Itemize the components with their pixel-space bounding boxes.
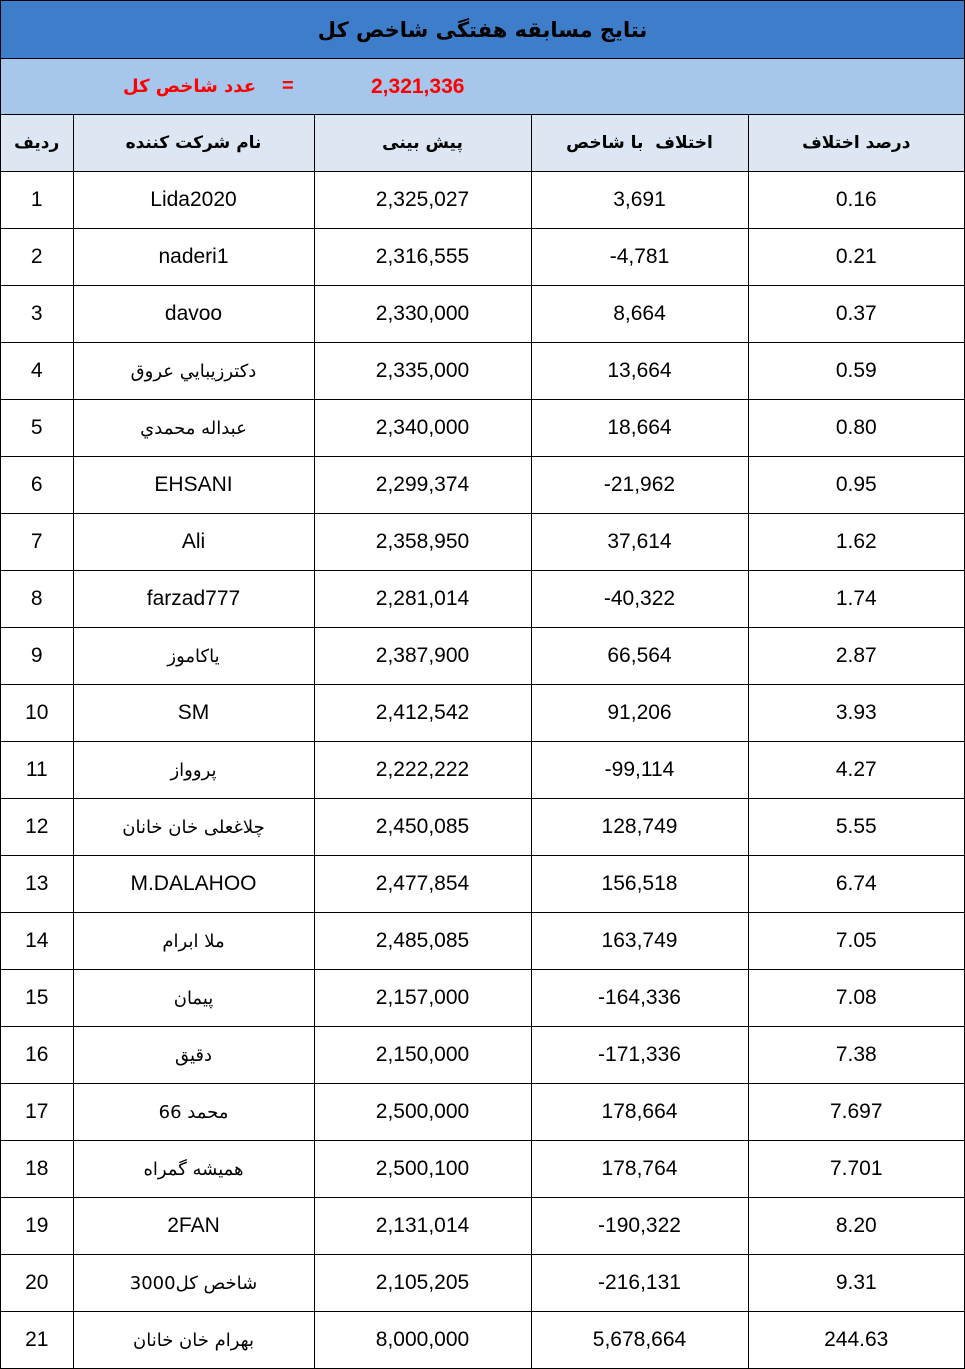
forecast-cell: 2,477,854: [314, 856, 531, 913]
rank-cell: 9: [1, 628, 73, 685]
table-row: [1, 1141, 964, 1198]
name-cell: davoo: [73, 286, 314, 343]
percent-cell: 4.27: [748, 742, 964, 799]
table-row: [1, 457, 964, 514]
rank-cell: 5: [1, 400, 73, 457]
diff-cell: 178,764: [531, 1141, 748, 1198]
forecast-cell: 2,500,100: [314, 1141, 531, 1198]
name-cell: Lida2020: [73, 172, 314, 229]
header-name: نام شرکت کننده: [73, 115, 314, 172]
table-row: [1, 514, 964, 571]
forecast-cell: 2,450,085: [314, 799, 531, 856]
forecast-cell: 2,281,014: [314, 571, 531, 628]
percent-cell: 7.38: [748, 1027, 964, 1084]
header-forecast: پیش بینی: [314, 115, 531, 172]
diff-cell: 5,678,664: [531, 1312, 748, 1369]
forecast-cell: 2,358,950: [314, 514, 531, 571]
index-equals-sign: =: [282, 75, 294, 97]
name-cell: SM: [73, 685, 314, 742]
table-row: [1, 229, 964, 286]
table-row: [1, 343, 964, 400]
rank-cell: 21: [1, 1312, 73, 1369]
rank-cell: 3: [1, 286, 73, 343]
header-diff: اختلاف با شاخص: [531, 115, 748, 172]
name-cell: همیشه گمراه: [73, 1141, 314, 1198]
diff-cell: -21,962: [531, 457, 748, 514]
name-cell: شاخص كل3000: [73, 1255, 314, 1312]
index-label: عدد شاخص کل: [123, 76, 256, 97]
percent-cell: 0.21: [748, 229, 964, 286]
forecast-cell: 2,316,555: [314, 229, 531, 286]
table-row: [1, 856, 964, 913]
percent-cell: 0.37: [748, 286, 964, 343]
percent-cell: 244.63: [748, 1312, 964, 1369]
table-row: [1, 1027, 964, 1084]
rank-cell: 14: [1, 913, 73, 970]
header-rank: ردیف: [1, 115, 73, 172]
rank-cell: 20: [1, 1255, 73, 1312]
name-cell: پروواز: [73, 742, 314, 799]
forecast-cell: 2,335,000: [314, 343, 531, 400]
table-row: [1, 1084, 964, 1141]
percent-cell: 2.87: [748, 628, 964, 685]
percent-cell: 7.697: [748, 1084, 964, 1141]
diff-cell: 178,664: [531, 1084, 748, 1141]
rank-cell: 11: [1, 742, 73, 799]
rank-cell: 16: [1, 1027, 73, 1084]
percent-cell: 0.80: [748, 400, 964, 457]
percent-cell: 7.08: [748, 970, 964, 1027]
table-row: [1, 400, 964, 457]
name-cell: Ali: [73, 514, 314, 571]
percent-cell: 0.59: [748, 343, 964, 400]
diff-cell: 18,664: [531, 400, 748, 457]
percent-cell: 5.55: [748, 799, 964, 856]
diff-cell: -40,322: [531, 571, 748, 628]
diff-cell: 37,614: [531, 514, 748, 571]
forecast-cell: 2,150,000: [314, 1027, 531, 1084]
name-cell: محمد 66: [73, 1084, 314, 1141]
rank-cell: 7: [1, 514, 73, 571]
rank-cell: 8: [1, 571, 73, 628]
name-cell: بهرام خان خانان: [73, 1312, 314, 1369]
table-row: [1, 685, 964, 742]
table-row: [1, 172, 964, 229]
name-cell: EHSANI: [73, 457, 314, 514]
rank-cell: 18: [1, 1141, 73, 1198]
index-value: 2,321,336: [371, 75, 465, 98]
header-percent: درصد اختلاف: [748, 115, 964, 172]
table-body: [1, 172, 964, 1369]
index-row: [1, 59, 964, 115]
rank-cell: 2: [1, 229, 73, 286]
percent-cell: 0.16: [748, 172, 964, 229]
name-cell: دقیق: [73, 1027, 314, 1084]
name-cell: عبداله محمدي: [73, 400, 314, 457]
percent-cell: 3.93: [748, 685, 964, 742]
forecast-cell: 2,131,014: [314, 1198, 531, 1255]
forecast-cell: 2,325,027: [314, 172, 531, 229]
table-row: [1, 571, 964, 628]
forecast-cell: 2,222,222: [314, 742, 531, 799]
forecast-cell: 2,500,000: [314, 1084, 531, 1141]
percent-cell: 1.62: [748, 514, 964, 571]
percent-cell: 6.74: [748, 856, 964, 913]
table-row: [1, 1255, 964, 1312]
diff-cell: 66,564: [531, 628, 748, 685]
name-cell: پیمان: [73, 970, 314, 1027]
percent-cell: 0.95: [748, 457, 964, 514]
percent-cell: 1.74: [748, 571, 964, 628]
rank-cell: 10: [1, 685, 73, 742]
diff-cell: 8,664: [531, 286, 748, 343]
table-row: [1, 742, 964, 799]
rank-cell: 15: [1, 970, 73, 1027]
forecast-cell: 2,412,542: [314, 685, 531, 742]
rank-cell: 17: [1, 1084, 73, 1141]
forecast-cell: 2,387,900: [314, 628, 531, 685]
name-cell: ياكاموز: [73, 628, 314, 685]
diff-cell: 91,206: [531, 685, 748, 742]
diff-cell: -216,131: [531, 1255, 748, 1312]
table-row: [1, 286, 964, 343]
diff-cell: -99,114: [531, 742, 748, 799]
table-row: [1, 1312, 964, 1369]
rank-cell: 4: [1, 343, 73, 400]
results-table: [1, 115, 964, 1368]
name-cell: M.DALAHOO: [73, 856, 314, 913]
forecast-cell: 2,157,000: [314, 970, 531, 1027]
name-cell: naderi1: [73, 229, 314, 286]
name-cell: farzad777: [73, 571, 314, 628]
table-row: [1, 970, 964, 1027]
forecast-cell: 2,299,374: [314, 457, 531, 514]
table-row: [1, 628, 964, 685]
rank-cell: 6: [1, 457, 73, 514]
percent-cell: 7.05: [748, 913, 964, 970]
rank-cell: 19: [1, 1198, 73, 1255]
rank-cell: 12: [1, 799, 73, 856]
percent-cell: 8.20: [748, 1198, 964, 1255]
header-row: [1, 115, 964, 172]
diff-cell: 3,691: [531, 172, 748, 229]
rank-cell: 1: [1, 172, 73, 229]
diff-cell: -190,322: [531, 1198, 748, 1255]
rank-cell: 13: [1, 856, 73, 913]
forecast-cell: 2,485,085: [314, 913, 531, 970]
forecast-cell: 8,000,000: [314, 1312, 531, 1369]
diff-cell: -164,336: [531, 970, 748, 1027]
name-cell: 2FAN: [73, 1198, 314, 1255]
percent-cell: 9.31: [748, 1255, 964, 1312]
forecast-cell: 2,340,000: [314, 400, 531, 457]
forecast-cell: 2,105,205: [314, 1255, 531, 1312]
diff-cell: 156,518: [531, 856, 748, 913]
table-row: [1, 1198, 964, 1255]
diff-cell: 163,749: [531, 913, 748, 970]
percent-cell: 7.701: [748, 1141, 964, 1198]
name-cell: ملا ابرام: [73, 913, 314, 970]
forecast-cell: 2,330,000: [314, 286, 531, 343]
sheet-title: نتایج مسابقه هفتگی شاخص کل: [1, 1, 964, 59]
table-row: [1, 913, 964, 970]
name-cell: چلاغعلی خان خانان: [73, 799, 314, 856]
diff-cell: 13,664: [531, 343, 748, 400]
name-cell: دكترزيبايي عروق: [73, 343, 314, 400]
diff-cell: 128,749: [531, 799, 748, 856]
diff-cell: -4,781: [531, 229, 748, 286]
diff-cell: -171,336: [531, 1027, 748, 1084]
table-row: [1, 799, 964, 856]
